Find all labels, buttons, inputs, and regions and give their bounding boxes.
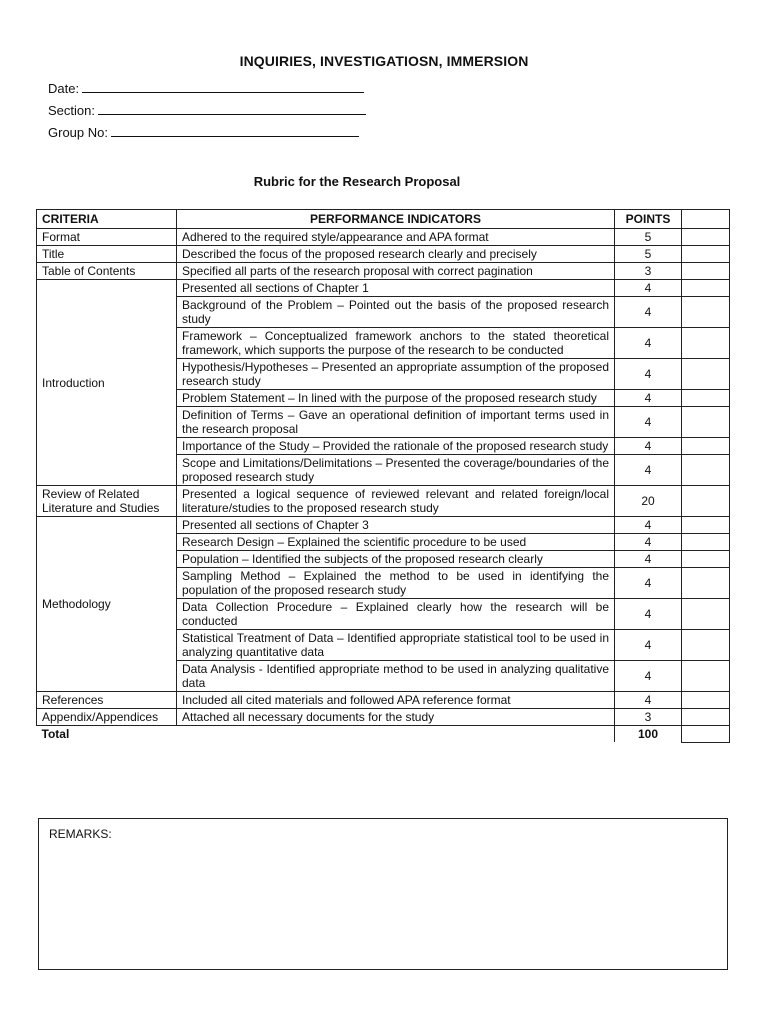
points-cell: 5	[615, 229, 682, 246]
score-cell[interactable]	[682, 661, 730, 692]
points-cell: 5	[615, 246, 682, 263]
score-cell[interactable]	[682, 328, 730, 359]
remarks-label: REMARKS:	[49, 827, 112, 841]
indicator-cell: Importance of the Study – Provided the rationale of the proposed research study	[177, 438, 615, 455]
points-cell: 4	[615, 661, 682, 692]
score-cell[interactable]	[682, 599, 730, 630]
indicator-cell: Adhered to the required style/appearance and APA format	[177, 229, 615, 246]
indicator-cell: Specified all parts of the research proposal with correct pagination	[177, 263, 615, 280]
criteria-cell: References	[37, 692, 177, 709]
points-cell: 3	[615, 263, 682, 280]
score-cell[interactable]	[682, 407, 730, 438]
rubric-table	[36, 209, 730, 743]
points-cell: 4	[615, 517, 682, 534]
points-cell: 4	[615, 599, 682, 630]
score-cell[interactable]	[682, 263, 730, 280]
score-cell[interactable]	[682, 438, 730, 455]
indicator-cell: Presented all sections of Chapter 1	[177, 280, 615, 297]
points-cell: 4	[615, 359, 682, 390]
indicator-cell: Included all cited materials and followed APA reference format	[177, 692, 615, 709]
points-cell: 4	[615, 455, 682, 486]
points-cell: 20	[615, 486, 682, 517]
table-row	[37, 229, 730, 246]
score-cell[interactable]	[682, 517, 730, 534]
score-cell[interactable]	[682, 486, 730, 517]
score-cell[interactable]	[682, 280, 730, 297]
criteria-cell: Review of Related Literature and Studies	[37, 486, 177, 517]
indicator-cell: Framework – Conceptualized framework anchors to the stated theoretical framework, which supports the purpose of the research to be conducted	[177, 328, 615, 359]
total-points: 100	[615, 726, 682, 743]
score-cell[interactable]	[682, 297, 730, 328]
score-cell[interactable]	[682, 229, 730, 246]
points-cell: 4	[615, 551, 682, 568]
criteria-cell: Table of Contents	[37, 263, 177, 280]
indicator-cell: Described the focus of the proposed research clearly and precisely	[177, 246, 615, 263]
points-cell: 4	[615, 390, 682, 407]
points-cell: 4	[615, 438, 682, 455]
score-cell[interactable]	[682, 568, 730, 599]
indicator-cell: Statistical Treatment of Data – Identified appropriate statistical tool to be used in analyzing quantitative data	[177, 630, 615, 661]
indicator-cell: Presented a logical sequence of reviewed relevant and related foreign/local literature/studies to the proposed research study	[177, 486, 615, 517]
criteria-cell: Format	[37, 229, 177, 246]
indicator-cell: Population – Identified the subjects of the proposed research clearly	[177, 551, 615, 568]
indicator-cell: Scope and Limitations/Delimitations – Presented the coverage/boundaries of the proposed research study	[177, 455, 615, 486]
indicator-cell: Data Collection Procedure – Explained clearly how the research will be conducted	[177, 599, 615, 630]
table-row	[37, 280, 730, 297]
points-cell: 4	[615, 407, 682, 438]
indicator-cell: Sampling Method – Explained the method to be used in identifying the population of the proposed research study	[177, 568, 615, 599]
criteria-column-header: CRITERIA	[37, 210, 177, 229]
score-cell[interactable]	[682, 359, 730, 390]
table-row	[37, 263, 730, 280]
score-cell[interactable]	[682, 630, 730, 661]
points-cell: 4	[615, 328, 682, 359]
document-title: INQUIRIES, INVESTIGATIOSN, IMMERSION	[239, 53, 529, 69]
table-row	[37, 246, 730, 263]
criteria-cell: Methodology	[37, 517, 177, 692]
indicators-column-header: PERFORMANCE INDICATORS	[177, 210, 615, 229]
score-cell[interactable]	[682, 246, 730, 263]
points-cell: 4	[615, 297, 682, 328]
points-cell: 3	[615, 709, 682, 726]
points-cell: 4	[615, 692, 682, 709]
criteria-cell: Appendix/Appendices	[37, 709, 177, 726]
score-cell[interactable]	[682, 390, 730, 407]
score-cell[interactable]	[682, 534, 730, 551]
total-label: Total	[41, 727, 70, 741]
total-gap-cell	[177, 726, 615, 743]
group-field	[48, 124, 359, 140]
table-row	[37, 692, 730, 709]
table-row	[37, 517, 730, 534]
total-row	[37, 726, 730, 743]
score-cell[interactable]	[682, 692, 730, 709]
points-cell: 4	[615, 534, 682, 551]
date-blank-line[interactable]	[82, 80, 364, 93]
score-cell[interactable]	[682, 551, 730, 568]
indicator-cell: Definition of Terms – Gave an operational definition of important terms used in the research proposal	[177, 407, 615, 438]
group-label: Group No:	[48, 125, 108, 140]
points-column-header: POINTS	[615, 210, 682, 229]
points-cell: 4	[615, 568, 682, 599]
table-header-row	[37, 210, 730, 229]
rubric-title: Rubric for the Research Proposal	[253, 174, 461, 189]
indicator-cell: Attached all necessary documents for the study	[177, 709, 615, 726]
indicator-cell: Data Analysis - Identified appropriate method to be used in analyzing qualitative data	[177, 661, 615, 692]
date-field	[48, 80, 364, 96]
date-label: Date:	[48, 81, 80, 96]
indicator-cell: Research Design – Explained the scientific procedure to be used	[177, 534, 615, 551]
criteria-cell: Introduction	[37, 280, 177, 486]
section-blank-line[interactable]	[98, 102, 366, 115]
score-cell[interactable]	[682, 709, 730, 726]
table-row	[37, 486, 730, 517]
group-blank-line[interactable]	[111, 124, 359, 137]
section-label: Section:	[48, 103, 95, 118]
score-cell[interactable]	[682, 210, 730, 229]
indicator-cell: Presented all sections of Chapter 3	[177, 517, 615, 534]
table-row	[37, 709, 730, 726]
section-field	[48, 102, 366, 118]
indicator-cell: Background of the Problem – Pointed out the basis of the proposed research study	[177, 297, 615, 328]
score-cell[interactable]	[682, 455, 730, 486]
total-score-cell[interactable]	[682, 726, 730, 743]
indicator-cell: Hypothesis/Hypotheses – Presented an appropriate assumption of the proposed research study	[177, 359, 615, 390]
points-cell: 4	[615, 280, 682, 297]
criteria-cell: Title	[37, 246, 177, 263]
indicator-cell: Problem Statement – In lined with the purpose of the proposed research study	[177, 390, 615, 407]
points-cell: 4	[615, 630, 682, 661]
remarks-box[interactable]	[38, 818, 728, 970]
